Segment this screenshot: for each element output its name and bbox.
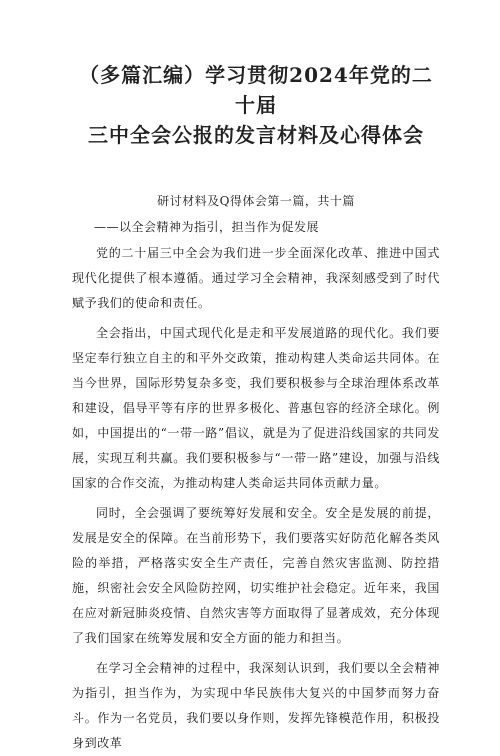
body-paragraph-3: 同时，全会强调了要统筹好发展和安全。安全是发展的前提，发展是安全的保障。在当前形势下，我们要落实好防范化解各类风险的举措，严格落实安全生产责任，完善自然灾害监测、防控措施，织密社会安全风险防控网，切实维护社会稳定。近年来，我国在应对新冠肺炎疫情、自然灾害等方面取得了显著成效，充分体现了我们国家在统筹发展和安全方面的能力和担当。 [72,506,440,645]
document-title-line-1: （多篇汇编）学习贯彻2024年党的二十届 [79,63,433,117]
document-theme-line: ——以全会精神为指引，担当作为促发展 [94,220,320,234]
document-title-line-2: 三中全会公报的发言材料及心得体会 [88,123,424,147]
document-subtitle: 研讨材料及Q得体会第一篇，共十篇 [157,194,355,208]
body-paragraph-4: 在学习全会精神的过程中，我深刻认识到，我们要以全会精神为指引，担当作为，为实现中华民族伟大复兴的中国梦而努力奋斗。作为一名党员，我们要以身作则，发挥先锋模范作用，积极投身到改革 [72,661,440,750]
body-paragraph-2: 全会指出，中国式现代化是走和平发展道路的现代化。我们要坚定奉行独立自主的和平外交政策，推动构建人类命运共同体。在当今世界，国际形势复杂多变，我们要积极参与全球治理体系改革和建设，倡导平等有序的世界多极化、普惠包容的经济全球化。例如，中国提出的“一带一路”倡议，就是为了促进沿线国家的共同发展，实现互利共赢。我们要积极参与“一带一路”建设，加强与沿线国家的合作交流，为推动构建人类命运共同体贡献力量。 [72,326,440,490]
body-paragraph-1: 党的二十届三中全会为我们进一步全面深化改革、推进中国式现代化提供了根本遵循。通过学习全会精神，我深刻感受到了时代赋予我们的使命和责任。 [72,246,440,310]
